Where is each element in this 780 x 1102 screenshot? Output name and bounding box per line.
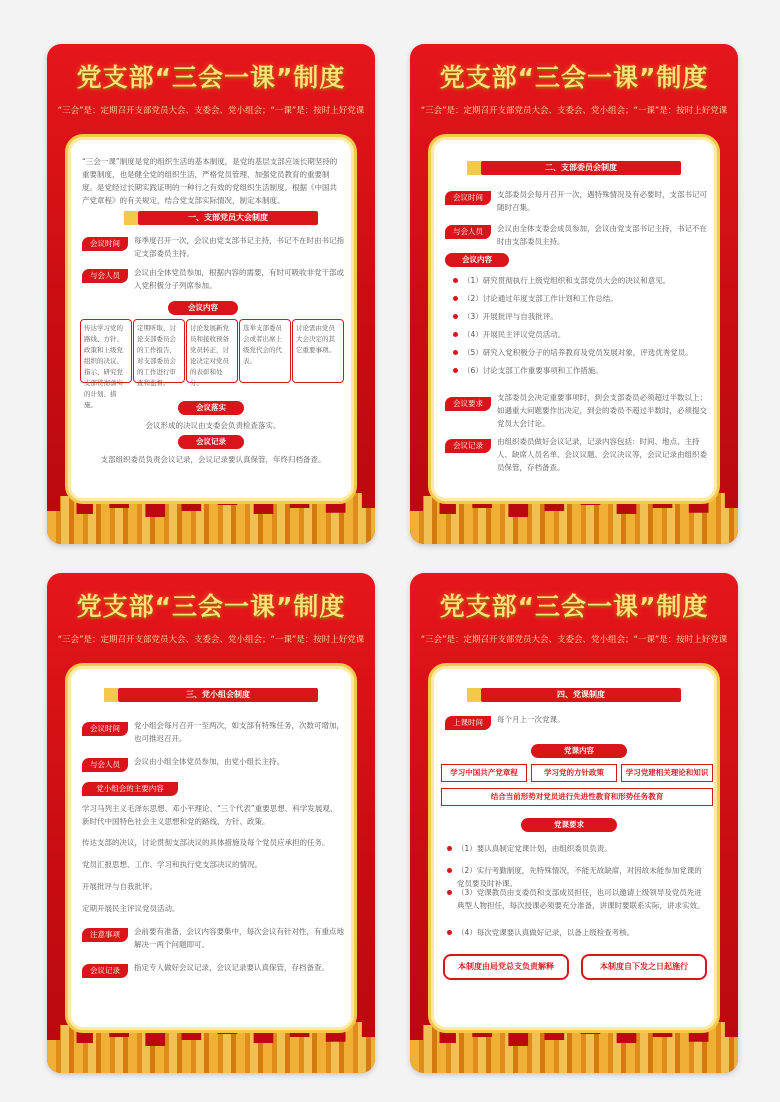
bullet-dot <box>447 868 452 873</box>
intro-text: “三会一课”制度是党的组织生活的基本制度，是党的基层支部应该长期坚持的重要制度，也是健全党的组织生活，严格党员管理、加强党员教育的重要制度。是党经过长期实践证明的一种行之有效的党组织生活制度。根据《中国共产党章程》的有关规定，结合党支部实际情况，制定本制度。 <box>82 157 338 205</box>
footer-note-effective: 本制度自下发之日起施行 <box>581 954 707 980</box>
content-item-1: （1）研究贯彻执行上级党组织和支部党员大会的决议和意见。 <box>463 276 671 285</box>
bullet-dot <box>453 350 458 355</box>
content-item-2: （2）讨论通过年度支部工作计划和工作总结。 <box>463 294 618 303</box>
content-item-5: （5）研究入党积极分子的培养教育及党员发展对象，评选优秀党员。 <box>463 348 693 357</box>
class-content-pill: 党课内容 <box>531 744 627 758</box>
label-attendees: 与会人员 <box>82 269 128 283</box>
section-heading: 四、党课制度 <box>481 688 681 702</box>
label-attendees: 与会人员 <box>82 758 128 772</box>
bullet-dot <box>453 278 458 283</box>
content-line-4: 开展批评与自我批评。 <box>82 882 157 891</box>
meeting-content-pill: 会议内容 <box>445 253 509 267</box>
bullet-dot <box>453 332 458 337</box>
poster-subtitle: “三会”是：定期召开支部党员大会、支委会、党小组会；“一课”是：按时上好党课 <box>57 106 365 116</box>
poster-title: 党支部“三会一课”制度 <box>76 592 346 621</box>
meeting-time-text: 支部委员会每月召开一次，遇特殊情况及有必要时，支部书记可随时召集。 <box>497 190 707 212</box>
record-text: 支部组织委员负责会议记录，会议记录要认真保管，年终归档备查。 <box>100 455 326 464</box>
section-heading: 三、党小组会制度 <box>118 688 318 702</box>
label-class-time: 上课时间 <box>445 716 491 730</box>
notes-text: 会前要有准备，会议内容要集中，每次会议有针对性，有重点地解决一两个问题即可。 <box>134 927 344 949</box>
content-panel <box>65 663 357 1033</box>
footer-note-interpretation: 本制度由局党总支负责解释 <box>443 954 569 980</box>
label-notes: 注意事项 <box>82 928 128 942</box>
label-main-content: 党小组会的主要内容 <box>82 782 178 796</box>
record-text: 由组织委员做好会议记录，记录内容包括：时间、地点、主持人、缺席人员名单、会议议题、会议决议等，会议记录由组织委员保管，存档备查。 <box>497 437 707 472</box>
label-meeting-time: 会议时间 <box>82 237 128 251</box>
content-box-5: 讨论需由党员大会决定的其它重要事项。 <box>292 319 344 383</box>
section-heading: 一、支部党员大会制度 <box>138 211 318 225</box>
record-pill: 会议记录 <box>178 435 244 449</box>
content-item-6: （6）讨论支部工作重要事项和工作措施。 <box>463 366 603 375</box>
content-box-2: 学习党的方针政策 <box>531 764 617 782</box>
poster-subtitle: “三会”是：定期召开支部党员大会、支委会、党小组会；“一课”是：按时上好党课 <box>420 635 728 645</box>
content-box-3: 学习党建相关理论和知识 <box>621 764 713 782</box>
meeting-content-pill: 会议内容 <box>168 301 238 315</box>
content-box-4: 选举支部委员会或者出席上级党代会的代表。 <box>239 319 291 383</box>
content-line-5: 定期开展民主评议党员活动。 <box>82 904 180 913</box>
content-panel <box>65 134 357 504</box>
bullet-dot <box>453 296 458 301</box>
requirement-item-1: （1）要认真制定党课计划，由组织委员负责。 <box>457 844 612 853</box>
bullet-dot <box>447 846 452 851</box>
label-record: 会议记录 <box>82 964 128 978</box>
attendees-text: 会议由全体支委会成员参加，会议由党支部书记主持，书记不在时由支部委员主持。 <box>497 224 707 246</box>
content-panel <box>428 134 720 504</box>
class-time-text: 每个月上一次党课。 <box>497 715 565 724</box>
requirement-item-4: （4）每次党课要认真做好记录，以备上级检查考核。 <box>457 928 635 937</box>
implementation-text: 会议形成的决议由支委会负责检查落实。 <box>145 421 281 430</box>
content-box-3: 讨论发展新党员和接收预备党员转正，讨论决定对党员的表彰和处分。 <box>186 319 238 383</box>
label-attendees: 与会人员 <box>445 225 491 239</box>
poster-1 <box>47 44 375 544</box>
poster-2 <box>410 44 738 544</box>
content-item-3: （3）开展批评与自我批评。 <box>463 312 558 321</box>
poster-subtitle: “三会”是：定期召开支部党员大会、支委会、党小组会；“一课”是：按时上好党课 <box>420 106 728 116</box>
poster-title: 党支部“三会一课”制度 <box>439 63 709 92</box>
label-record: 会议记录 <box>445 439 491 453</box>
content-line-3: 党员汇报思想、工作、学习和执行党支部决议的情况。 <box>82 860 262 869</box>
bullet-dot <box>453 368 458 373</box>
label-meeting-time: 会议时间 <box>82 722 128 736</box>
poster-title: 党支部“三会一课”制度 <box>76 63 346 92</box>
requirements-text: 支部委员会决定重要事项时，到会支部委员必须超过半数以上；如遇重大问题要作出决定，到会的委员不超过半数时，必须提交党员大会讨论。 <box>497 393 707 428</box>
content-box-2: 定期听取、讨论支部委员会的工作报告，对支部委员会的工作进行审查和监督。 <box>133 319 185 383</box>
requirement-item-2: （2）实行考勤制度，先特殊情况，不能无故缺席，对因故未能参加党课的党员要及时补课。 <box>457 866 702 888</box>
content-panel <box>428 663 720 1033</box>
label-requirements: 会议要求 <box>445 397 491 411</box>
meeting-time-text: 每季度召开一次，会议由党支部书记主持，书记不在时由书记指定支部委员主持。 <box>134 236 344 258</box>
content-box-wide: 结合当前形势对党员进行先进性教育和形势任务教育 <box>441 788 713 806</box>
poster-4 <box>410 573 738 1073</box>
content-box-1: 传达学习党的路线、方针、政策和上级党组织的决议、指示、研究党支部贯彻落实的计划、措施。 <box>80 319 132 383</box>
class-requirements-pill: 党课要求 <box>521 818 617 832</box>
bullet-dot <box>453 314 458 319</box>
bullet-dot <box>447 930 452 935</box>
requirement-item-3: （3）党课教员由支委员和支部成员担任，也可以邀请上级领导及党员先进典型人物担任，每次授课必须要充分准备，讲课时要联系实际，讲求实效。 <box>457 888 705 910</box>
attendees-text: 会议由小组全体党员参加，由党小组长主持。 <box>134 757 284 766</box>
content-item-4: （4）开展民主评议党员活动。 <box>463 330 566 339</box>
attendees-text: 会议由全体党员参加，根据内容的需要，有时可吸收非党干部或入党积极分子列席参加。 <box>134 268 344 290</box>
meeting-time-text: 党小组会每月召开一至两次，如支部有特殊任务，次数可增加，也可推迟召开。 <box>134 721 344 743</box>
section-heading: 二、支部委员会制度 <box>481 161 681 175</box>
content-box-1: 学习中国共产党章程 <box>441 764 527 782</box>
label-meeting-time: 会议时间 <box>445 191 491 205</box>
implementation-pill: 会议落实 <box>178 401 244 415</box>
bullet-dot <box>447 890 452 895</box>
poster-subtitle: “三会”是：定期召开支部党员大会、支委会、党小组会；“一课”是：按时上好党课 <box>57 635 365 645</box>
poster-title: 党支部“三会一课”制度 <box>439 592 709 621</box>
poster-3 <box>47 573 375 1073</box>
record-text: 指定专人做好会议记录，会议记录要认真保管，存档备查。 <box>134 963 329 972</box>
content-line-1: 学习马列主义毛泽东思想、邓小平理论、“三个代表”重要思想、科学发展观、新时代中国特色社会主义思想和党的路线、方针、政策。 <box>82 804 338 826</box>
content-line-2: 传达支部的决议，讨论贯彻支部决议的具体措施及每个党员应承担的任务。 <box>82 838 330 847</box>
